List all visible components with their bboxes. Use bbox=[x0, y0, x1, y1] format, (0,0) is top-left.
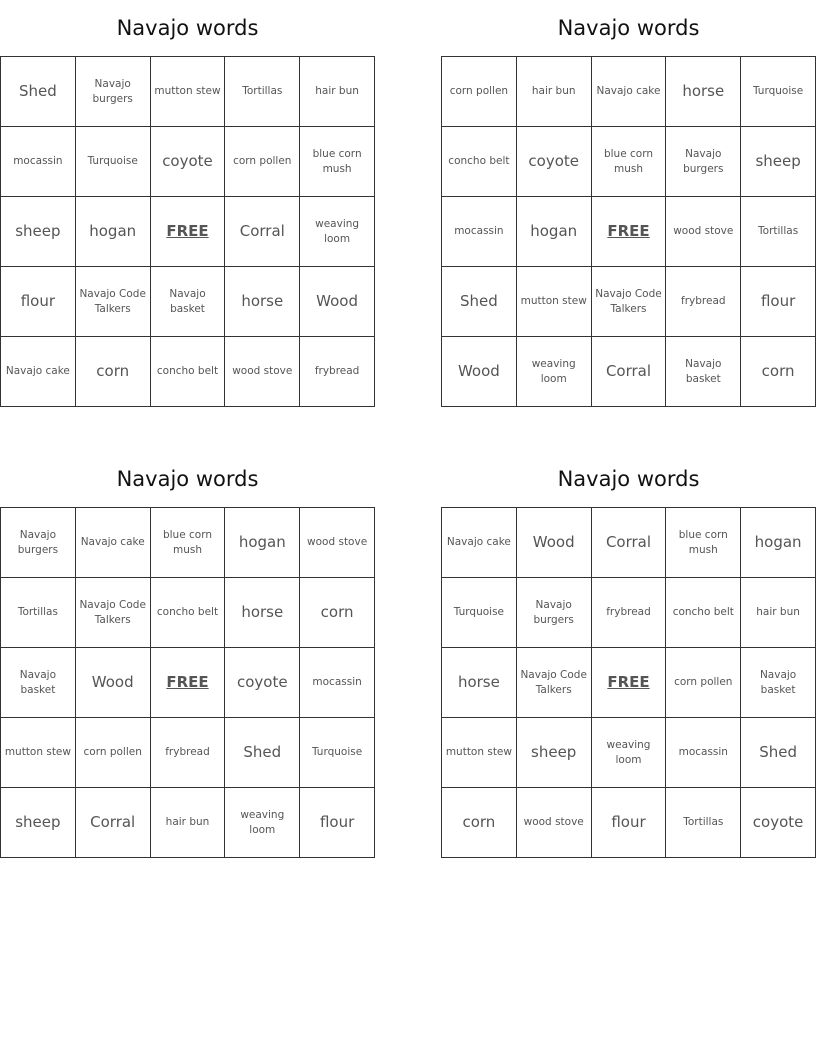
bingo-cell: Tortillas bbox=[741, 197, 816, 267]
bingo-cell: mutton stew bbox=[442, 718, 517, 788]
bingo-cell: Navajo basket bbox=[1, 648, 76, 718]
bingo-cell: wood stove bbox=[300, 508, 375, 578]
bingo-card-2 bbox=[441, 0, 816, 407]
card-title: Navajo words bbox=[116, 16, 259, 40]
card-title: Navajo words bbox=[557, 467, 700, 491]
bingo-cell: Navajo cake bbox=[442, 508, 517, 578]
bingo-cell: coyote bbox=[517, 127, 592, 197]
bingo-cell: Wood bbox=[76, 648, 151, 718]
bingo-cell: Corral bbox=[225, 197, 300, 267]
bingo-cell: Navajo Code Talkers bbox=[76, 267, 151, 337]
bingo-cell: coyote bbox=[151, 127, 226, 197]
bingo-cell: concho belt bbox=[151, 578, 226, 648]
bingo-cell: blue corn mush bbox=[666, 508, 741, 578]
bingo-cell: coyote bbox=[741, 788, 816, 858]
free-space-cell: FREE bbox=[151, 648, 226, 718]
bingo-cell: mutton stew bbox=[517, 267, 592, 337]
bingo-grid bbox=[0, 507, 375, 858]
bingo-cell: Tortillas bbox=[1, 578, 76, 648]
bingo-cell: sheep bbox=[1, 197, 76, 267]
bingo-cell: hair bun bbox=[151, 788, 226, 858]
bingo-cell: frybread bbox=[151, 718, 226, 788]
bingo-cell: Navajo burgers bbox=[76, 57, 151, 127]
bingo-cell: Navajo burgers bbox=[666, 127, 741, 197]
card-title: Navajo words bbox=[557, 16, 700, 40]
bingo-cell: mocassin bbox=[1, 127, 76, 197]
bingo-cell: wood stove bbox=[666, 197, 741, 267]
bingo-cell: wood stove bbox=[517, 788, 592, 858]
bingo-grid bbox=[441, 507, 816, 858]
bingo-cell: flour bbox=[1, 267, 76, 337]
bingo-cell: weaving loom bbox=[300, 197, 375, 267]
bingo-cell: weaving loom bbox=[592, 718, 667, 788]
bingo-cell: horse bbox=[225, 578, 300, 648]
bingo-cell: hogan bbox=[741, 508, 816, 578]
bingo-cell: hair bun bbox=[517, 57, 592, 127]
bingo-cell: frybread bbox=[592, 578, 667, 648]
bingo-cell: corn bbox=[300, 578, 375, 648]
bingo-cell: Corral bbox=[592, 508, 667, 578]
bingo-cell: corn bbox=[442, 788, 517, 858]
bingo-cell: mutton stew bbox=[1, 718, 76, 788]
bingo-cell: flour bbox=[300, 788, 375, 858]
bingo-cell: Navajo Code Talkers bbox=[592, 267, 667, 337]
bingo-cell: concho belt bbox=[666, 578, 741, 648]
bingo-cell: Turquoise bbox=[300, 718, 375, 788]
bingo-cell: Turquoise bbox=[442, 578, 517, 648]
bingo-cell: flour bbox=[592, 788, 667, 858]
bingo-cell: sheep bbox=[517, 718, 592, 788]
bingo-cell: corn pollen bbox=[666, 648, 741, 718]
bingo-cell: Navajo cake bbox=[76, 508, 151, 578]
card-title: Navajo words bbox=[116, 467, 259, 491]
bingo-cell: corn bbox=[76, 337, 151, 407]
bingo-cell: Navajo basket bbox=[741, 648, 816, 718]
bingo-cell: flour bbox=[741, 267, 816, 337]
bingo-cell: corn pollen bbox=[442, 57, 517, 127]
bingo-cell: hair bun bbox=[300, 57, 375, 127]
bingo-cell: Navajo cake bbox=[592, 57, 667, 127]
bingo-cell: mocassin bbox=[442, 197, 517, 267]
bingo-cell: blue corn mush bbox=[151, 508, 226, 578]
bingo-cell: hair bun bbox=[741, 578, 816, 648]
bingo-cell: corn pollen bbox=[76, 718, 151, 788]
bingo-cell: weaving loom bbox=[225, 788, 300, 858]
bingo-cell: mocassin bbox=[666, 718, 741, 788]
bingo-cell: horse bbox=[442, 648, 517, 718]
bingo-cell: Shed bbox=[225, 718, 300, 788]
bingo-cell: blue corn mush bbox=[592, 127, 667, 197]
bingo-cell: Shed bbox=[741, 718, 816, 788]
bingo-cell: blue corn mush bbox=[300, 127, 375, 197]
bingo-cell: concho belt bbox=[151, 337, 226, 407]
bingo-cell: concho belt bbox=[442, 127, 517, 197]
bingo-card-4 bbox=[441, 451, 816, 858]
bingo-grid bbox=[0, 56, 375, 407]
bingo-cell: sheep bbox=[1, 788, 76, 858]
bingo-cell: Turquoise bbox=[76, 127, 151, 197]
bingo-cell: Navajo burgers bbox=[1, 508, 76, 578]
bingo-cell: Wood bbox=[300, 267, 375, 337]
bingo-cell: horse bbox=[666, 57, 741, 127]
bingo-cell: hogan bbox=[517, 197, 592, 267]
bingo-cell: Tortillas bbox=[225, 57, 300, 127]
bingo-card-3 bbox=[0, 451, 375, 858]
bingo-cell: Shed bbox=[1, 57, 76, 127]
bingo-cell: Wood bbox=[442, 337, 517, 407]
bingo-cell: Turquoise bbox=[741, 57, 816, 127]
bingo-cell: wood stove bbox=[225, 337, 300, 407]
bingo-cell: sheep bbox=[741, 127, 816, 197]
free-space-cell: FREE bbox=[592, 197, 667, 267]
bingo-cell: Navajo cake bbox=[1, 337, 76, 407]
bingo-grid bbox=[441, 56, 816, 407]
bingo-cell: frybread bbox=[666, 267, 741, 337]
bingo-cell: weaving loom bbox=[517, 337, 592, 407]
bingo-cell: coyote bbox=[225, 648, 300, 718]
bingo-cell: Corral bbox=[76, 788, 151, 858]
bingo-cell: hogan bbox=[225, 508, 300, 578]
bingo-cell: corn bbox=[741, 337, 816, 407]
bingo-cell: horse bbox=[225, 267, 300, 337]
bingo-card-1 bbox=[0, 0, 375, 407]
bingo-cell: corn pollen bbox=[225, 127, 300, 197]
free-space-cell: FREE bbox=[592, 648, 667, 718]
bingo-cell: frybread bbox=[300, 337, 375, 407]
bingo-cell: Wood bbox=[517, 508, 592, 578]
bingo-cell: Navajo Code Talkers bbox=[517, 648, 592, 718]
bingo-cell: Navajo Code Talkers bbox=[76, 578, 151, 648]
bingo-cell: Navajo basket bbox=[151, 267, 226, 337]
bingo-cell: Tortillas bbox=[666, 788, 741, 858]
bingo-cell: mocassin bbox=[300, 648, 375, 718]
bingo-cell: mutton stew bbox=[151, 57, 226, 127]
bingo-cell: Navajo basket bbox=[666, 337, 741, 407]
free-space-cell: FREE bbox=[151, 197, 226, 267]
bingo-cell: Corral bbox=[592, 337, 667, 407]
bingo-cell: Navajo burgers bbox=[517, 578, 592, 648]
bingo-cell: Shed bbox=[442, 267, 517, 337]
bingo-cell: hogan bbox=[76, 197, 151, 267]
